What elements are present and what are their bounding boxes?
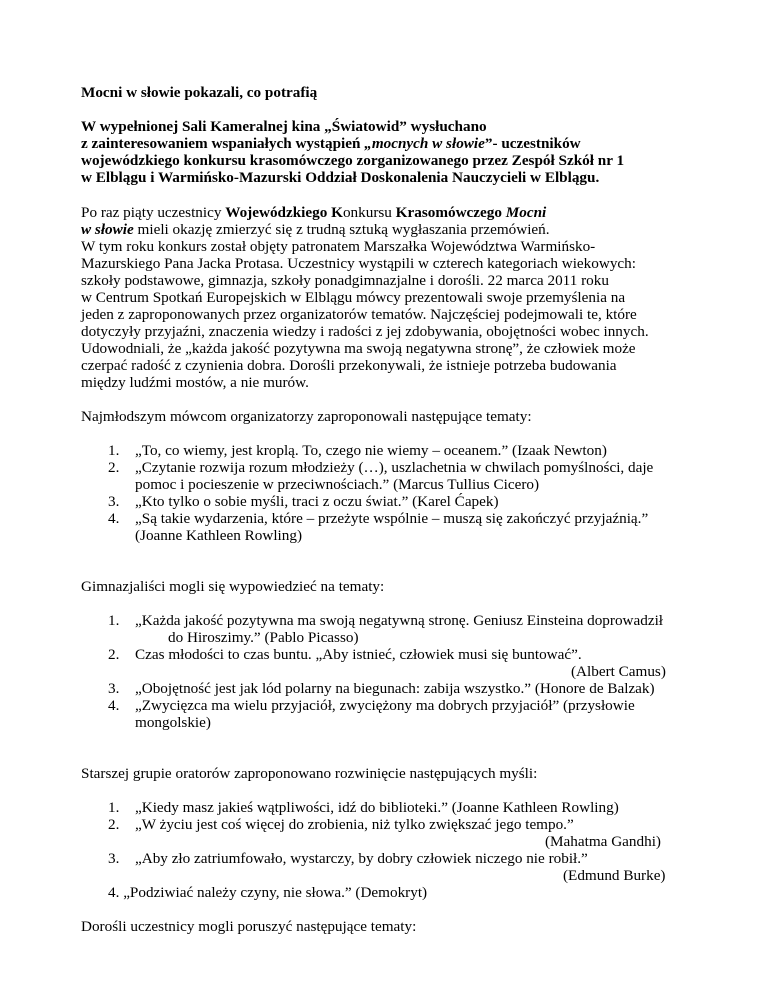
lead-line: W wypełnionej Sali Kameralnej kina „Światowid” wysłuchano xyxy=(81,118,487,135)
body-line: w Centrum Spotkań Europejskich w Elblągu mówcy prezentowali swoje przemyślenia na xyxy=(81,289,626,306)
body-text: onkursu xyxy=(342,204,396,221)
list-item-continued: pomoc i pocieszenie w przeciwnościach.” (Marcus Tullius Cicero) xyxy=(135,476,540,493)
list-item: Czas młodości to czas buntu. „Aby istnieć, człowiek musi się buntować”. xyxy=(135,646,582,663)
body-line: Udowodniali, że „każda jakość pozytywna ma swoją negatywna stronę”, że człowiek może xyxy=(81,340,636,357)
list-number: 3. xyxy=(108,680,120,697)
list-item: „Obojętność jest jak lód polarny na biegunach: zabija wszystko.” (Honore de Balzak) xyxy=(135,680,655,697)
list-item-continued: do Hiroszimy.” (Pablo Picasso) xyxy=(168,629,359,646)
list-number: 1. xyxy=(108,612,120,629)
body-bold-italic-text: w słowie xyxy=(81,221,134,238)
list-item: 4. „Podziwiać należy czyny, nie słowa.” (Demokryt) xyxy=(108,884,428,901)
list-item: „Kto tylko o sobie myśli, traci z oczu świat.” (Karel Ćapek) xyxy=(135,493,499,510)
body-line xyxy=(81,204,546,222)
body-line: czerpać radość z czynienia dobra. Dorośli przekonywali, że istnieje potrzeba budowania xyxy=(81,357,617,374)
list-number: 1. xyxy=(108,442,120,459)
article-title: Mocni w słowie pokazali, co potrafią xyxy=(81,84,318,101)
section-intro: Najmłodszym mówcom organizatorzy zaproponowali następujące tematy: xyxy=(81,408,532,425)
body-line: W tym roku konkurs został objęty patronatem Marszałka Województwa Warmińsko- xyxy=(81,238,596,255)
list-number: 3. xyxy=(108,493,120,510)
list-item-continued: (Joanne Kathleen Rowling) xyxy=(135,527,303,544)
list-item-continued: mongolskie) xyxy=(135,714,211,731)
list-item: „To, co wiemy, jest kroplą. To, czego nie wiemy – oceanem.” (Izaak Newton) xyxy=(135,442,607,459)
body-bold-text: Wojewódzkiego K xyxy=(225,204,343,221)
list-number: 4. xyxy=(108,510,120,527)
section-intro: Dorośli uczestnicy mogli poruszyć następujące tematy: xyxy=(81,918,417,935)
list-number: 2. xyxy=(108,816,120,833)
body-text: mieli okazję zmierzyć się z trudną sztuką wygłaszania przemówień. xyxy=(133,221,550,238)
list-number: 2. xyxy=(108,646,120,663)
list-item: „Aby zło zatriumfowało, wystarczy, by dobry człowiek niczego nie robił.” xyxy=(135,850,588,867)
body-line: Mazurskiego Pana Jacka Protasa. Uczestnicy wystąpili w czterech kategoriach wiekowych: xyxy=(81,255,636,272)
list-item-attribution: (Albert Camus) xyxy=(571,663,666,680)
lead-line xyxy=(81,135,581,153)
body-line: jeden z zaproponowanych przez organizatorów tematów. Najczęściej podejmowali te, które xyxy=(81,306,637,323)
lead-text: z zainteresowaniem wspaniałych wystąpień xyxy=(81,135,365,152)
list-item: „Czytanie rozwija rozum młodzieży (…), uszlachetnia w chwilach pomyślności, daje xyxy=(135,459,654,476)
body-line xyxy=(81,221,550,239)
section-intro: Gimnazjaliści mogli się wypowiedzieć na tematy: xyxy=(81,578,385,595)
body-bold-text: Krasomówczego xyxy=(395,204,506,221)
list-number: 1. xyxy=(108,799,120,816)
list-item: „Zwycięzca ma wielu przyjaciół, zwyciężony ma dobrych przyjaciół” (przysłowie xyxy=(135,697,635,714)
body-line: dotyczyły przyjaźni, znaczenia wiedzy i radości z jej zdobywania, obojętności wobec innych. xyxy=(81,323,649,340)
list-item-attribution: (Edmund Burke) xyxy=(563,867,666,884)
body-line: szkoły podstawowe, gimnazja, szkoły ponadgimnazjalne i dorośli. 22 marca 2011 roku xyxy=(81,272,609,289)
list-number: 2. xyxy=(108,459,120,476)
list-number: 3. xyxy=(108,850,120,867)
list-item: „Są takie wydarzenia, które – przeżyte wspólnie – muszą się zakończyć przyjaźnią.” xyxy=(135,510,649,527)
lead-text: ”- uczestników xyxy=(484,135,581,152)
lead-line: wojewódzkiego konkursu krasomówczego zorganizowanego przez Zespół Szkół nr 1 xyxy=(81,152,625,169)
body-line: między ludźmi mostów, a nie murów. xyxy=(81,374,309,391)
section-intro: Starszej grupie oratorów zaproponowano rozwinięcie następujących myśli: xyxy=(81,765,538,782)
list-item: „Kiedy masz jakieś wątpliwości, idź do biblioteki.” (Joanne Kathleen Rowling) xyxy=(135,799,619,816)
list-item: „Każda jakość pozytywna ma swoją negatywną stronę. Geniusz Einsteina doprowadził xyxy=(135,612,664,629)
list-number: 4. xyxy=(108,697,120,714)
list-item: „W życiu jest coś więcej do zrobienia, niż tylko zwiększać jego tempo.” xyxy=(135,816,574,833)
body-text: Po raz piąty uczestnicy xyxy=(81,204,226,221)
lead-line: w Elblągu i Warmińsko-Mazurski Oddział Doskonalenia Nauczycieli w Elblągu. xyxy=(81,169,600,186)
body-bold-italic-text: Mocni xyxy=(505,204,547,221)
list-item-attribution: (Mahatma Gandhi) xyxy=(545,833,661,850)
lead-italic-text: „mocnych w słowie xyxy=(364,135,485,152)
